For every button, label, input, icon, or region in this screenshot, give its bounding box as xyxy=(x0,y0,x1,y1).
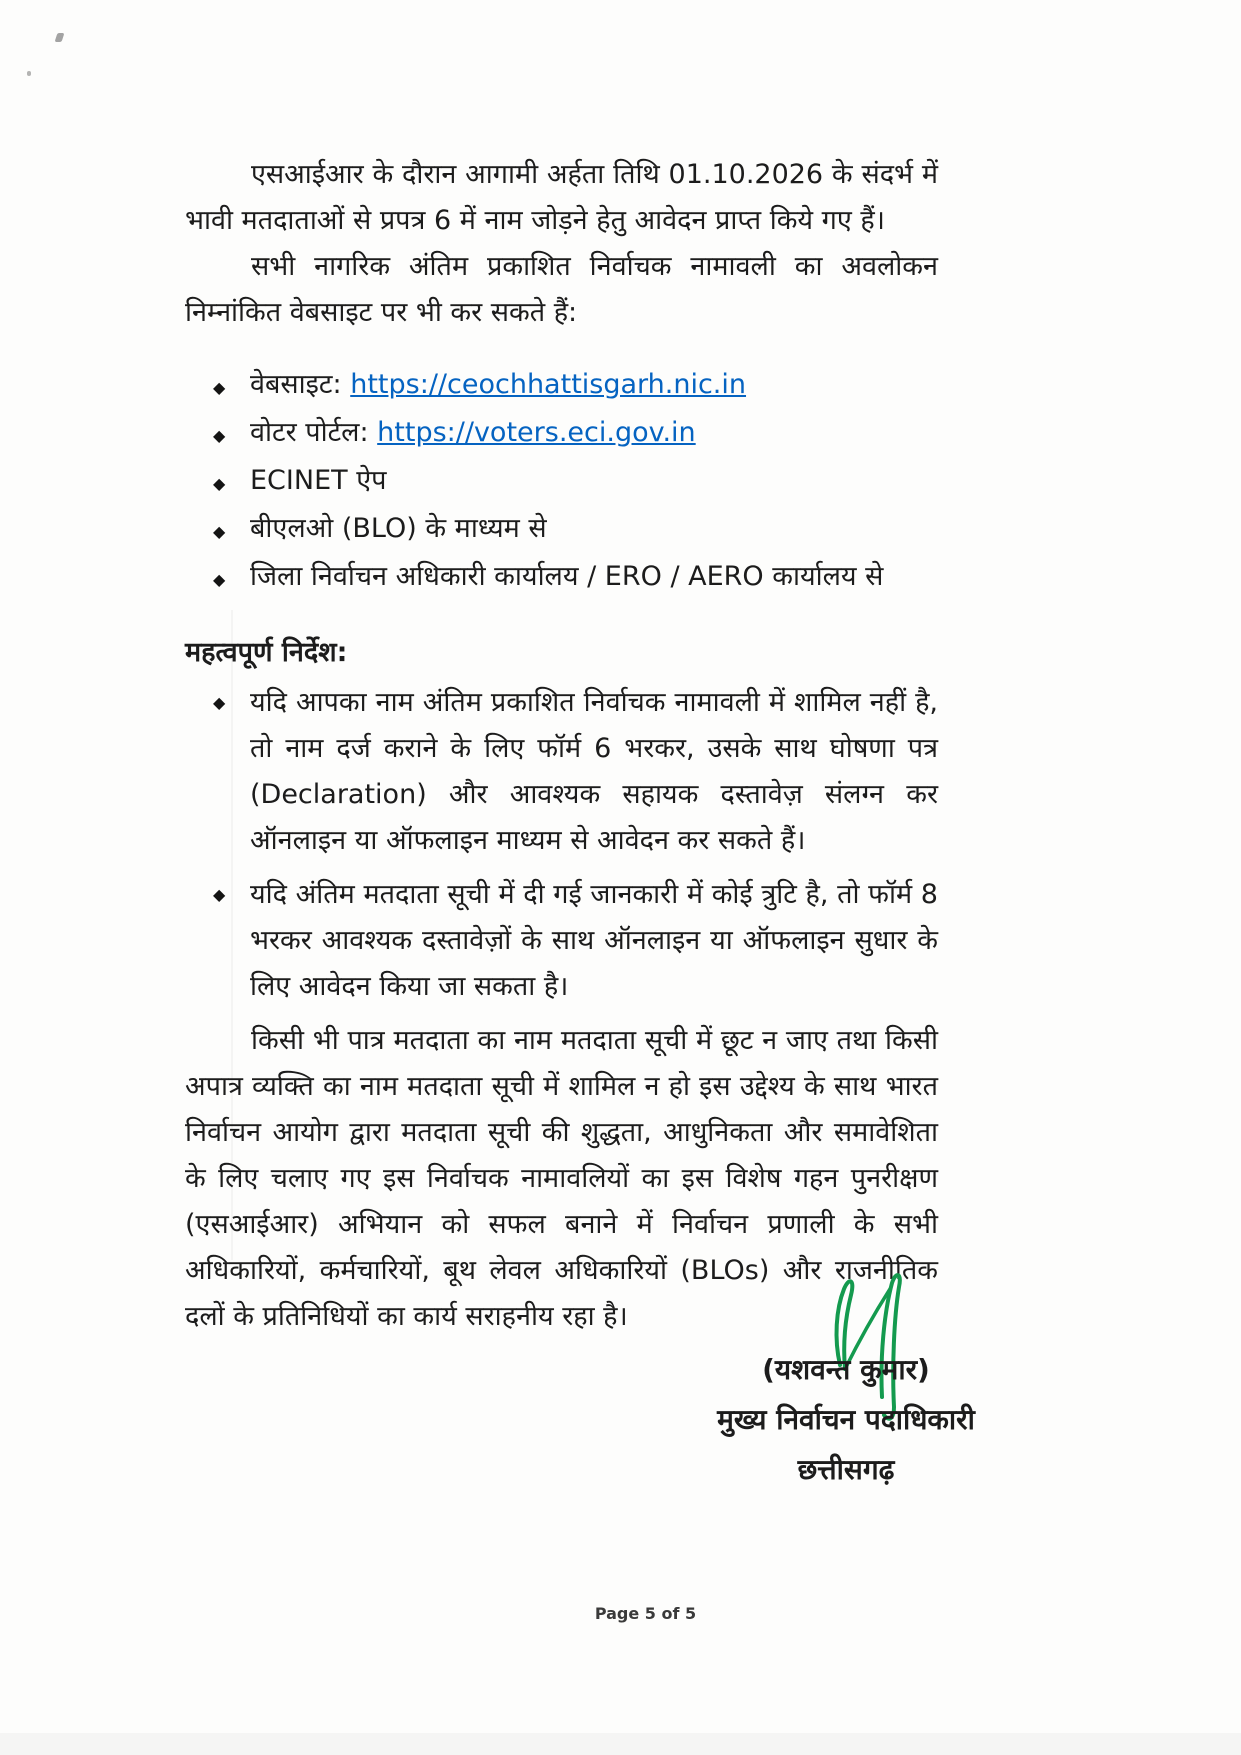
diamond-bullet-icon: ◆ xyxy=(213,570,226,589)
list-item-text xyxy=(250,410,938,456)
list-item-text xyxy=(250,362,938,408)
instruction-item xyxy=(185,680,938,864)
list-item xyxy=(185,458,938,506)
signatory-region: छत्तीसगढ़ xyxy=(797,1453,895,1486)
list-item xyxy=(185,410,938,458)
instruction-form8-text: यदि अंतिम मतदाता सूची में दी गई जानकारी में कोई त्रुटि है, तो फॉर्म 8 भरकर आवश्यक दस्तावेज़ों के साथ ऑनलाइन या ऑफलाइन सुधार के लिए आवेदन किया जा सकता है। xyxy=(250,879,938,1002)
diamond-bullet-icon: ◆ xyxy=(213,885,226,904)
voter-portal-label: वोटर पोर्टल: xyxy=(250,417,369,448)
website-label: वेबसाइट: xyxy=(250,369,342,400)
signatory-designation: मुख्य निर्वाचन पदाधिकारी xyxy=(717,1403,975,1436)
scan-artifact xyxy=(27,71,31,76)
deo-office-channel-label: जिला निर्वाचन अधिकारी कार्यालय / ERO / AERO कार्यालय से xyxy=(250,561,884,592)
ecinet-app-label: ECINET ऐप xyxy=(250,465,387,496)
important-instructions-heading: महत्वपूर्ण निर्देश: xyxy=(185,637,348,668)
paragraph-sir-qualifying-date: एसआईआर के दौरान आगामी अर्हता तिथि 01.10.2026 के संदर्भ में भावी मतदाताओं से प्रपत्र 6 में नाम जोड़ने हेतु आवेदन प्राप्त किये गए हैं। xyxy=(185,159,938,236)
signatory-name: (यशवन्त कुमार) xyxy=(762,1353,930,1386)
diamond-bullet-icon: ◆ xyxy=(213,474,226,493)
blo-channel-label: बीएलओ (BLO) के माध्यम से xyxy=(250,513,547,544)
instruction-item xyxy=(185,872,938,1010)
access-channels-list xyxy=(185,362,938,602)
diamond-bullet-icon: ◆ xyxy=(213,378,226,397)
voter-portal-link[interactable]: https://voters.eci.gov.in xyxy=(377,417,696,448)
instruction-form6-text: यदि आपका नाम अंतिम प्रकाशित निर्वाचक नामावली में शामिल नहीं है, तो नाम दर्ज कराने के लिए फॉर्म 6 भरकर, उसके साथ घोषणा पत्र (Declaration) और आवश्यक सहायक दस्तावेज़ संलग्न कर ऑनलाइन या ऑफलाइन माध्यम से आवेदन कर सकते हैं। xyxy=(250,687,938,856)
signature-block xyxy=(660,1345,1032,1495)
paragraph-roll-viewing: सभी नागरिक अंतिम प्रकाशित निर्वाचक नामावली का अवलोकन निम्नांकित वेबसाइट पर भी कर सकते हैं: xyxy=(185,251,938,328)
document-body xyxy=(185,152,938,1340)
diamond-bullet-icon: ◆ xyxy=(213,426,226,445)
list-item xyxy=(185,506,938,554)
diamond-bullet-icon: ◆ xyxy=(213,522,226,541)
scan-edge-shadow xyxy=(0,1733,1241,1755)
list-item xyxy=(185,554,938,602)
page-footer: Page 5 of 5 xyxy=(594,1604,697,1623)
ceo-website-link[interactable]: https://ceochhattisgarh.nic.in xyxy=(350,369,747,400)
paragraph-closing-appreciation: किसी भी पात्र मतदाता का नाम मतदाता सूची में छूट न जाए तथा किसी अपात्र व्यक्ति का नाम मतदाता सूची में शामिल न हो इस उद्देश्य के साथ भारत निर्वाचन आयोग द्वारा मतदाता सूची की शुद्धता, आधुनिकता और समावेशिता के लिए चलाए गए इस निर्वाचक नामावलियों का इस विशेष गहन पुनरीक्षण (एसआईआर) अभियान को सफल बनाने में निर्वाचन प्रणाली के सभी अधिकारियों, कर्मचारियों, बूथ लेवल अधिकारियों (BLOs) और राजनीतिक दलों के प्रतिनिधियों का कार्य सराहनीय रहा है। xyxy=(185,1025,938,1332)
scan-artifact xyxy=(55,33,65,42)
list-item xyxy=(185,362,938,410)
diamond-bullet-icon: ◆ xyxy=(213,693,226,712)
